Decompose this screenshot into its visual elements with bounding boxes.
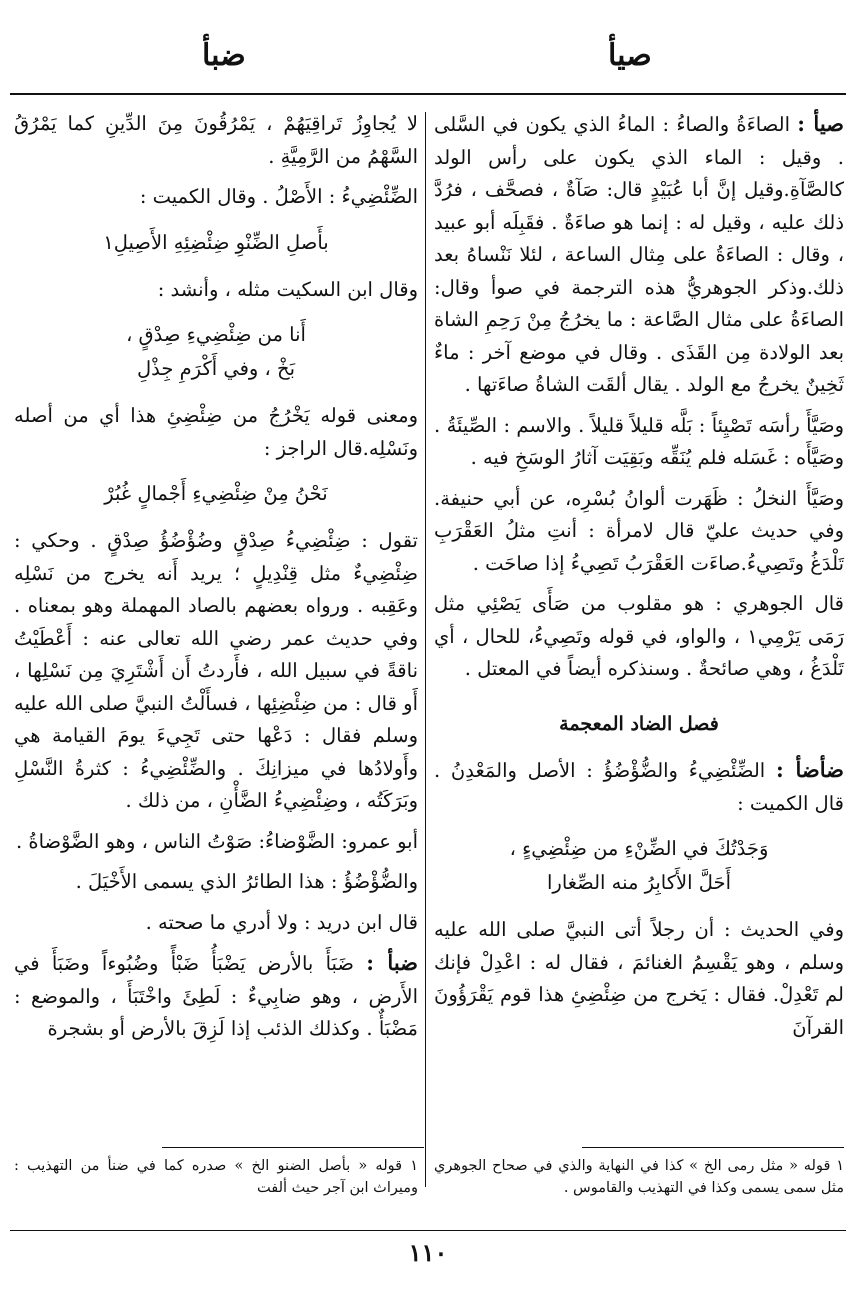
headword-saya: صيأ : <box>797 111 844 136</box>
verse-line: أَنا من ضِئْضِيءِ صِدْقٍ ، <box>126 323 306 346</box>
verse-kumait-2: بأَصلِ الضِّنْوِ ضِئْضِئِهِ الأَصِيلِ١ <box>103 230 329 254</box>
verse-line: وَجَدْتُكَ في الضِّنْءِ من ضِئْضِيءٍ ، <box>509 837 769 860</box>
footnote-rule-right <box>582 1147 844 1148</box>
paragraph-ibn-durayd: قال ابن دريد : ولا أدري ما صحته . <box>145 910 418 934</box>
entry-saya <box>434 108 844 402</box>
running-header-left: ضبأ <box>202 38 246 73</box>
entry-daba-text: ضَبَأَ بالأرض يَضْبَأُ ضَبْأً وضُبُوءاً وضَبَأَ في الأَرض ، وهو ضابِيءٌ : لَطِئَ واخْتَبَأَ ، والموضع : مَضْبَأٌ . وكذلك الذئب إذا لَزِقَ بالأرض أو بشجرة <box>14 952 418 1040</box>
paragraph-sayya-nakhl: وصَيَّأَ النخلُ : ظَهَرت ألوانُ بُسْرِه، عن أبي حنيفة. وفي حديث عليّ قال لامرأة : أنتِ مثلُ العَقْرَبِ تَلْدَغُ وتَصِيءُ.صاءَت العَقْرَبُ تَصِيءُ إذا صاحَت . <box>434 486 844 575</box>
section-title: فصل الضاد المعجمة <box>559 712 719 735</box>
right-column <box>434 108 844 1052</box>
paragraph-abu-amr: أبو عمرو: الضَّوْضاءُ: صَوْتُ الناس ، وهو الضَّوْضاةُ . <box>15 829 418 853</box>
paragraph-jawhari: قال الجوهري : هو مقلوب من صَأَى يَصْئِي مثل رَمَى يَرْمِي١ ، والواو، في قوله وتَصِيءُ، للحال ، أي تَلْدَغُ ، وهي صائحةٌ . وسنذكره أيضاً في المعتل . <box>434 592 844 680</box>
entry-dhadha <box>434 754 844 820</box>
footnote-right: ١ قوله « مثل رمى الخ » كذا في النهاية والذي في صحاح الجوهري مثل سمى يسمى وكذا في التهذيب والقاموس . <box>434 1158 844 1196</box>
footnote-left: ١ قوله « بأصل الضنو الخ » صدره كما في ضنأ من التهذيب : وميراث ابن آجر حيث ألفت <box>14 1158 418 1196</box>
column-divider <box>425 112 426 1187</box>
entry-dhadha-text: الضِّئْضِيءُ والضُّؤْضُؤُ : الأصل والمَعْدِنُ . قال الكميت : <box>434 759 844 815</box>
paragraph-ibn-sikkit: وقال ابن السكيت مثله ، وأنشد : <box>157 277 418 301</box>
paragraph-continuation: لا يُجاوِزُ تَراقِيَهُمْ ، يَمْرُقُونَ مِنَ الدِّينِ كما يَمْرُقُ السَّهْمُ من الرَّمِيَّةِ . <box>14 112 418 168</box>
footer-rule <box>10 1230 846 1231</box>
paragraph-hadith: وفي الحديث : أن رجلاً أتى النبيَّ صلى الله عليه وسلم ، وهو يَقْسِمُ الغنائمَ ، فقال له : اعْدِلْ فإنك لم تَعْدِلْ. فقال : يَخرج من ضِئْضِئِ هذا قوم يَقْرَؤُونَ القرآنَ <box>434 918 844 1039</box>
entry-daba <box>14 947 418 1046</box>
paragraph-dhidhi: الضِّئْضِيءُ : الأَصْلُ . وقال الكميت : <box>139 185 418 208</box>
page-number: ١١٠ <box>408 1238 448 1267</box>
verse-ibn-sikkit <box>14 318 418 386</box>
paragraph-meaning: ومعنى قوله يَخْرُجُ من ضِئْضِئِ هذا أي من أصله ونَسْلِه.قال الراجز : <box>14 404 418 460</box>
header-rule <box>10 93 846 95</box>
entry-saya-text: الصاءَةُ والصاءُ : الماءُ الذي يكون في السَّلى . وقيل : الماء الذي يكون على رأس الولد كالصَّآةِ.وقيل إنَّ أبا عُبَيْدٍ قال: صَآةٌ ، فصحَّف ، فرُدَّ ذلك عليه ، وقيل له : إنما هو صاءَةٌ . فقَبِلَه أبو عبيد ، وقال : الصاءَةُ على مِثال الساعة ، لئلا نَنْساهُ بعد ذلك.وذكر الجوهريُّ هذه الترجمة في صوأ وقال: الصاءَةُ على مثال الصَّاعة : ما يخرُجُ مِنْ رَحِمِ الشاة بعد الولادة مِن القَذَى . وقال في موضع آخر : ماءٌ ثَخِينٌ يخرجُ مع الولد . يقال ألقَت الشاةُ صاءَتها . <box>434 113 844 396</box>
footnote-rule-left <box>162 1147 424 1148</box>
headword-daba: ضبأ : <box>366 950 418 975</box>
paragraph-akhyal: والضُّؤْضُؤُ : هذا الطائرُ الذي يسمى الأَخْيَلَ . <box>75 870 418 893</box>
left-column <box>14 108 418 1054</box>
verse-rajiz: نَحْنُ مِنْ ضِئْضِيءِ أَجْمالٍ غُبُرْ <box>104 482 328 505</box>
paragraph-umar-hadith: تقول : ضِئْضِيءُ صِدْقٍ وضُؤْضُؤُ صِدْقٍ . وحكي : ضِئْضِيءٌ مثل قِنْدِيلٍ ؛ يريد أَنه يخرج من نَسْلِه وعَقِبه . ورواه بعضهم بالصاد المهملة وهو بمعناه . وفي حديث عمر رضي الله تعالى عنه : أَعْطَيْتُ ناقةً في سبيل الله ، فأَردتُ أَن أَشْتَرِيَ مِن نَسْلِها ، أَو قال : من ضِئْضِئِها ، فسأَلْتُ النبيَّ صلى الله عليه وسلم فقال : دَعْها حتى تَجِيءَ يومَ القيامة هي وأَولادُها في ميزانِكَ . والضِّئْضِيءُ : كثرةُ النَّسْلِ وبَرَكَتُه ، وضِئْضِيءُ الضَّأْنِ ، من ذلك . <box>14 529 418 812</box>
paragraph-sayya-head: وصَيَّأَ رأسَه تَصْيِئاً : بَلَّه قليلاً قليلاً . والاسم : الصِّيئَةُ . وصَيَّأَه : غَسَله فلم يُنَقِّه وبَقِيَت آثارُ الوسَخِ فيه . <box>434 413 844 469</box>
verse-kumait <box>434 832 844 900</box>
verse-line: بَخْ ، وفي أَكْرَمِ جِذْلِ <box>136 357 296 380</box>
running-header-right: صيأ <box>608 38 652 73</box>
verse-line: أَحَلَّ الأَكابِرُ منه الصِّغارا <box>546 871 732 894</box>
headword-dhadha: ضأضأ : <box>775 757 844 782</box>
